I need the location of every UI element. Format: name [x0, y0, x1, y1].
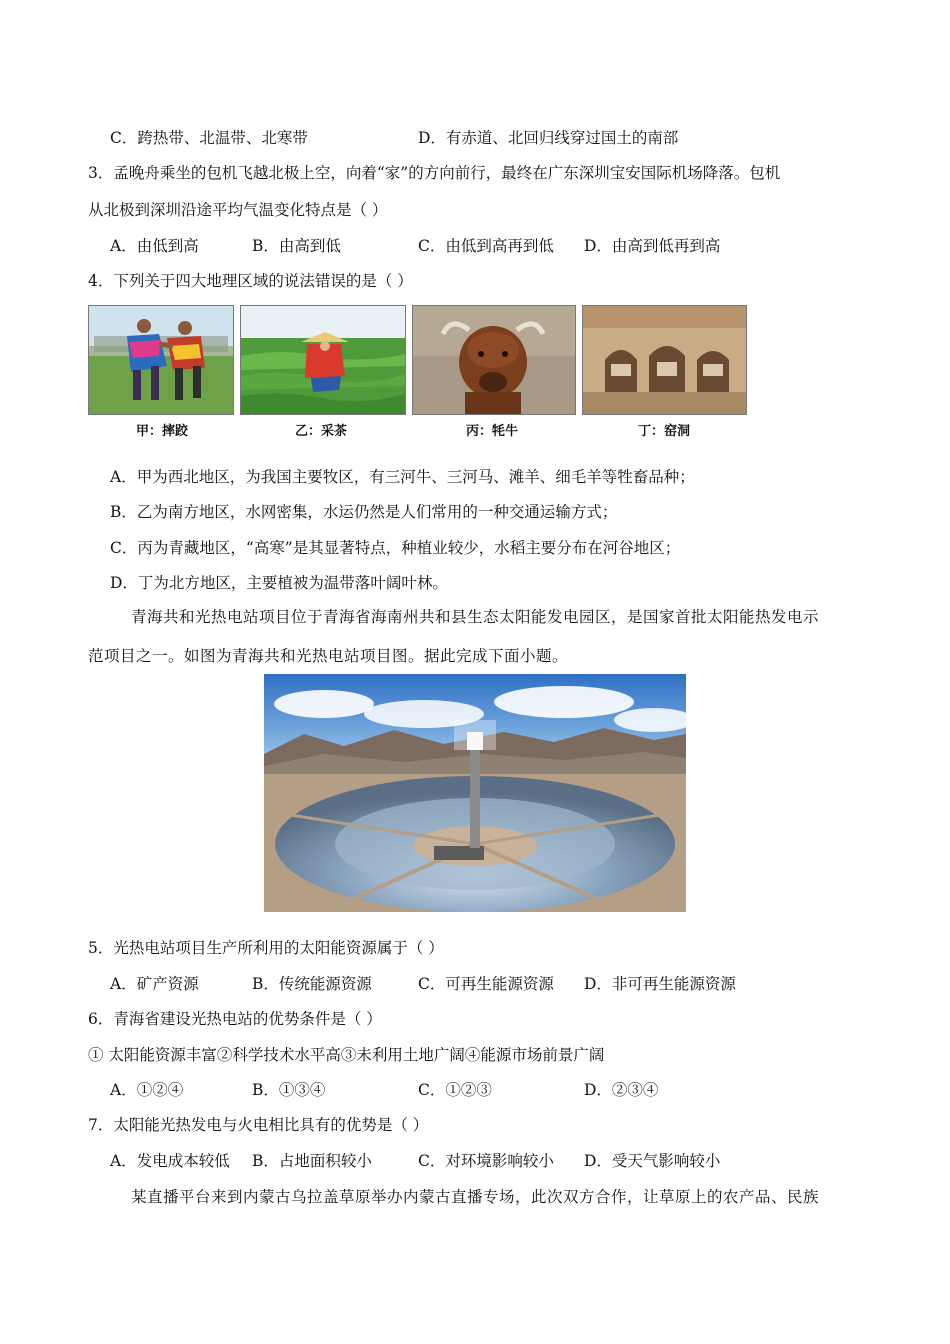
- photo-yak: [412, 305, 576, 415]
- q7-option-b: B．占地面积较小: [252, 1152, 372, 1170]
- q3-stem-line1: 3．孟晚舟乘坐的包机飞越北极上空，向着“家”的方向前行，最终在广东深圳宝安国际机场降落。包机: [88, 164, 781, 182]
- q4-option-d: D．丁为北方地区，主要植被为温带落叶阔叶林。: [110, 574, 448, 592]
- q5-option-d: D．非可再生能源资源: [584, 975, 736, 993]
- q2-option-c: C．跨热带、北温带、北寒带: [110, 129, 308, 147]
- q6-option-b: B．①③④: [252, 1081, 326, 1099]
- q6-conditions: ① 太阳能资源丰富②科学技术水平高③未利用土地广阔④能源市场前景广阔: [88, 1046, 605, 1064]
- caption-ding: 丁：窑洞: [638, 424, 691, 439]
- caption-bing: 丙：牦牛: [466, 424, 519, 439]
- q4-stem: 4．下列关于四大地理区域的说法错误的是（ ）: [88, 272, 413, 290]
- q4-option-c: C．丙为青藏地区，“高寒”是其显著特点，种植业较少，水稻主要分布在河谷地区；: [110, 539, 681, 557]
- q6-option-d: D．②③④: [584, 1081, 659, 1099]
- q7-option-a: A．发电成本较低: [110, 1152, 230, 1170]
- q3-option-b: B．由高到低: [252, 237, 341, 255]
- passage1-line2: 范项目之一。如图为青海共和光热电站项目图。据此完成下面小题。: [88, 647, 569, 665]
- q3-option-d: D．由高到低再到高: [584, 237, 721, 255]
- q3-option-a: A．由低到高: [110, 237, 199, 255]
- passage2-line1: 某直播平台来到内蒙古乌拉盖草原举办内蒙古直播专场，此次双方合作，让草原上的农产品、民族: [131, 1188, 820, 1206]
- q5-option-c: C．可再生能源资源: [418, 975, 554, 993]
- q5-stem: 5．光热电站项目生产所利用的太阳能资源属于（ ）: [88, 939, 444, 957]
- q3-stem-line2: 从北极到深圳沿途平均气温变化特点是（ ）: [88, 201, 388, 219]
- passage1-line1: 青海共和光热电站项目位于青海省海南州共和县生态太阳能发电园区，是国家首批太阳能热发电示: [131, 608, 820, 626]
- photo-tea-picking: [240, 305, 406, 415]
- q2-option-d: D．有赤道、北回归线穿过国土的南部: [418, 129, 679, 147]
- q6-stem: 6．青海省建设光热电站的优势条件是（ ）: [88, 1010, 382, 1028]
- caption-yi: 乙：采茶: [295, 424, 348, 439]
- q3-option-c: C．由低到高再到低: [418, 237, 554, 255]
- q7-stem: 7．太阳能光热发电与火电相比具有的优势是（ ）: [88, 1116, 429, 1134]
- q4-option-b: B．乙为南方地区，水网密集，水运仍然是人们常用的一种交通运输方式；: [110, 503, 618, 521]
- q6-option-a: A．①②④: [110, 1081, 184, 1099]
- photo-cave-dwelling: [582, 305, 747, 415]
- q5-option-b: B．传统能源资源: [252, 975, 372, 993]
- q4-option-a: A．甲为西北地区，为我国主要牧区，有三河牛、三河马、滩羊、细毛羊等牲畜品种；: [110, 468, 695, 486]
- q7-option-d: D．受天气影响较小: [584, 1152, 721, 1170]
- q6-option-c: C．①②③: [418, 1081, 492, 1099]
- photo-solar-power-station: [264, 674, 686, 912]
- q5-option-a: A．矿产资源: [110, 975, 199, 993]
- photo-wrestling: [88, 305, 234, 415]
- caption-jia: 甲：摔跤: [136, 424, 189, 439]
- q7-option-c: C．对环境影响较小: [418, 1152, 554, 1170]
